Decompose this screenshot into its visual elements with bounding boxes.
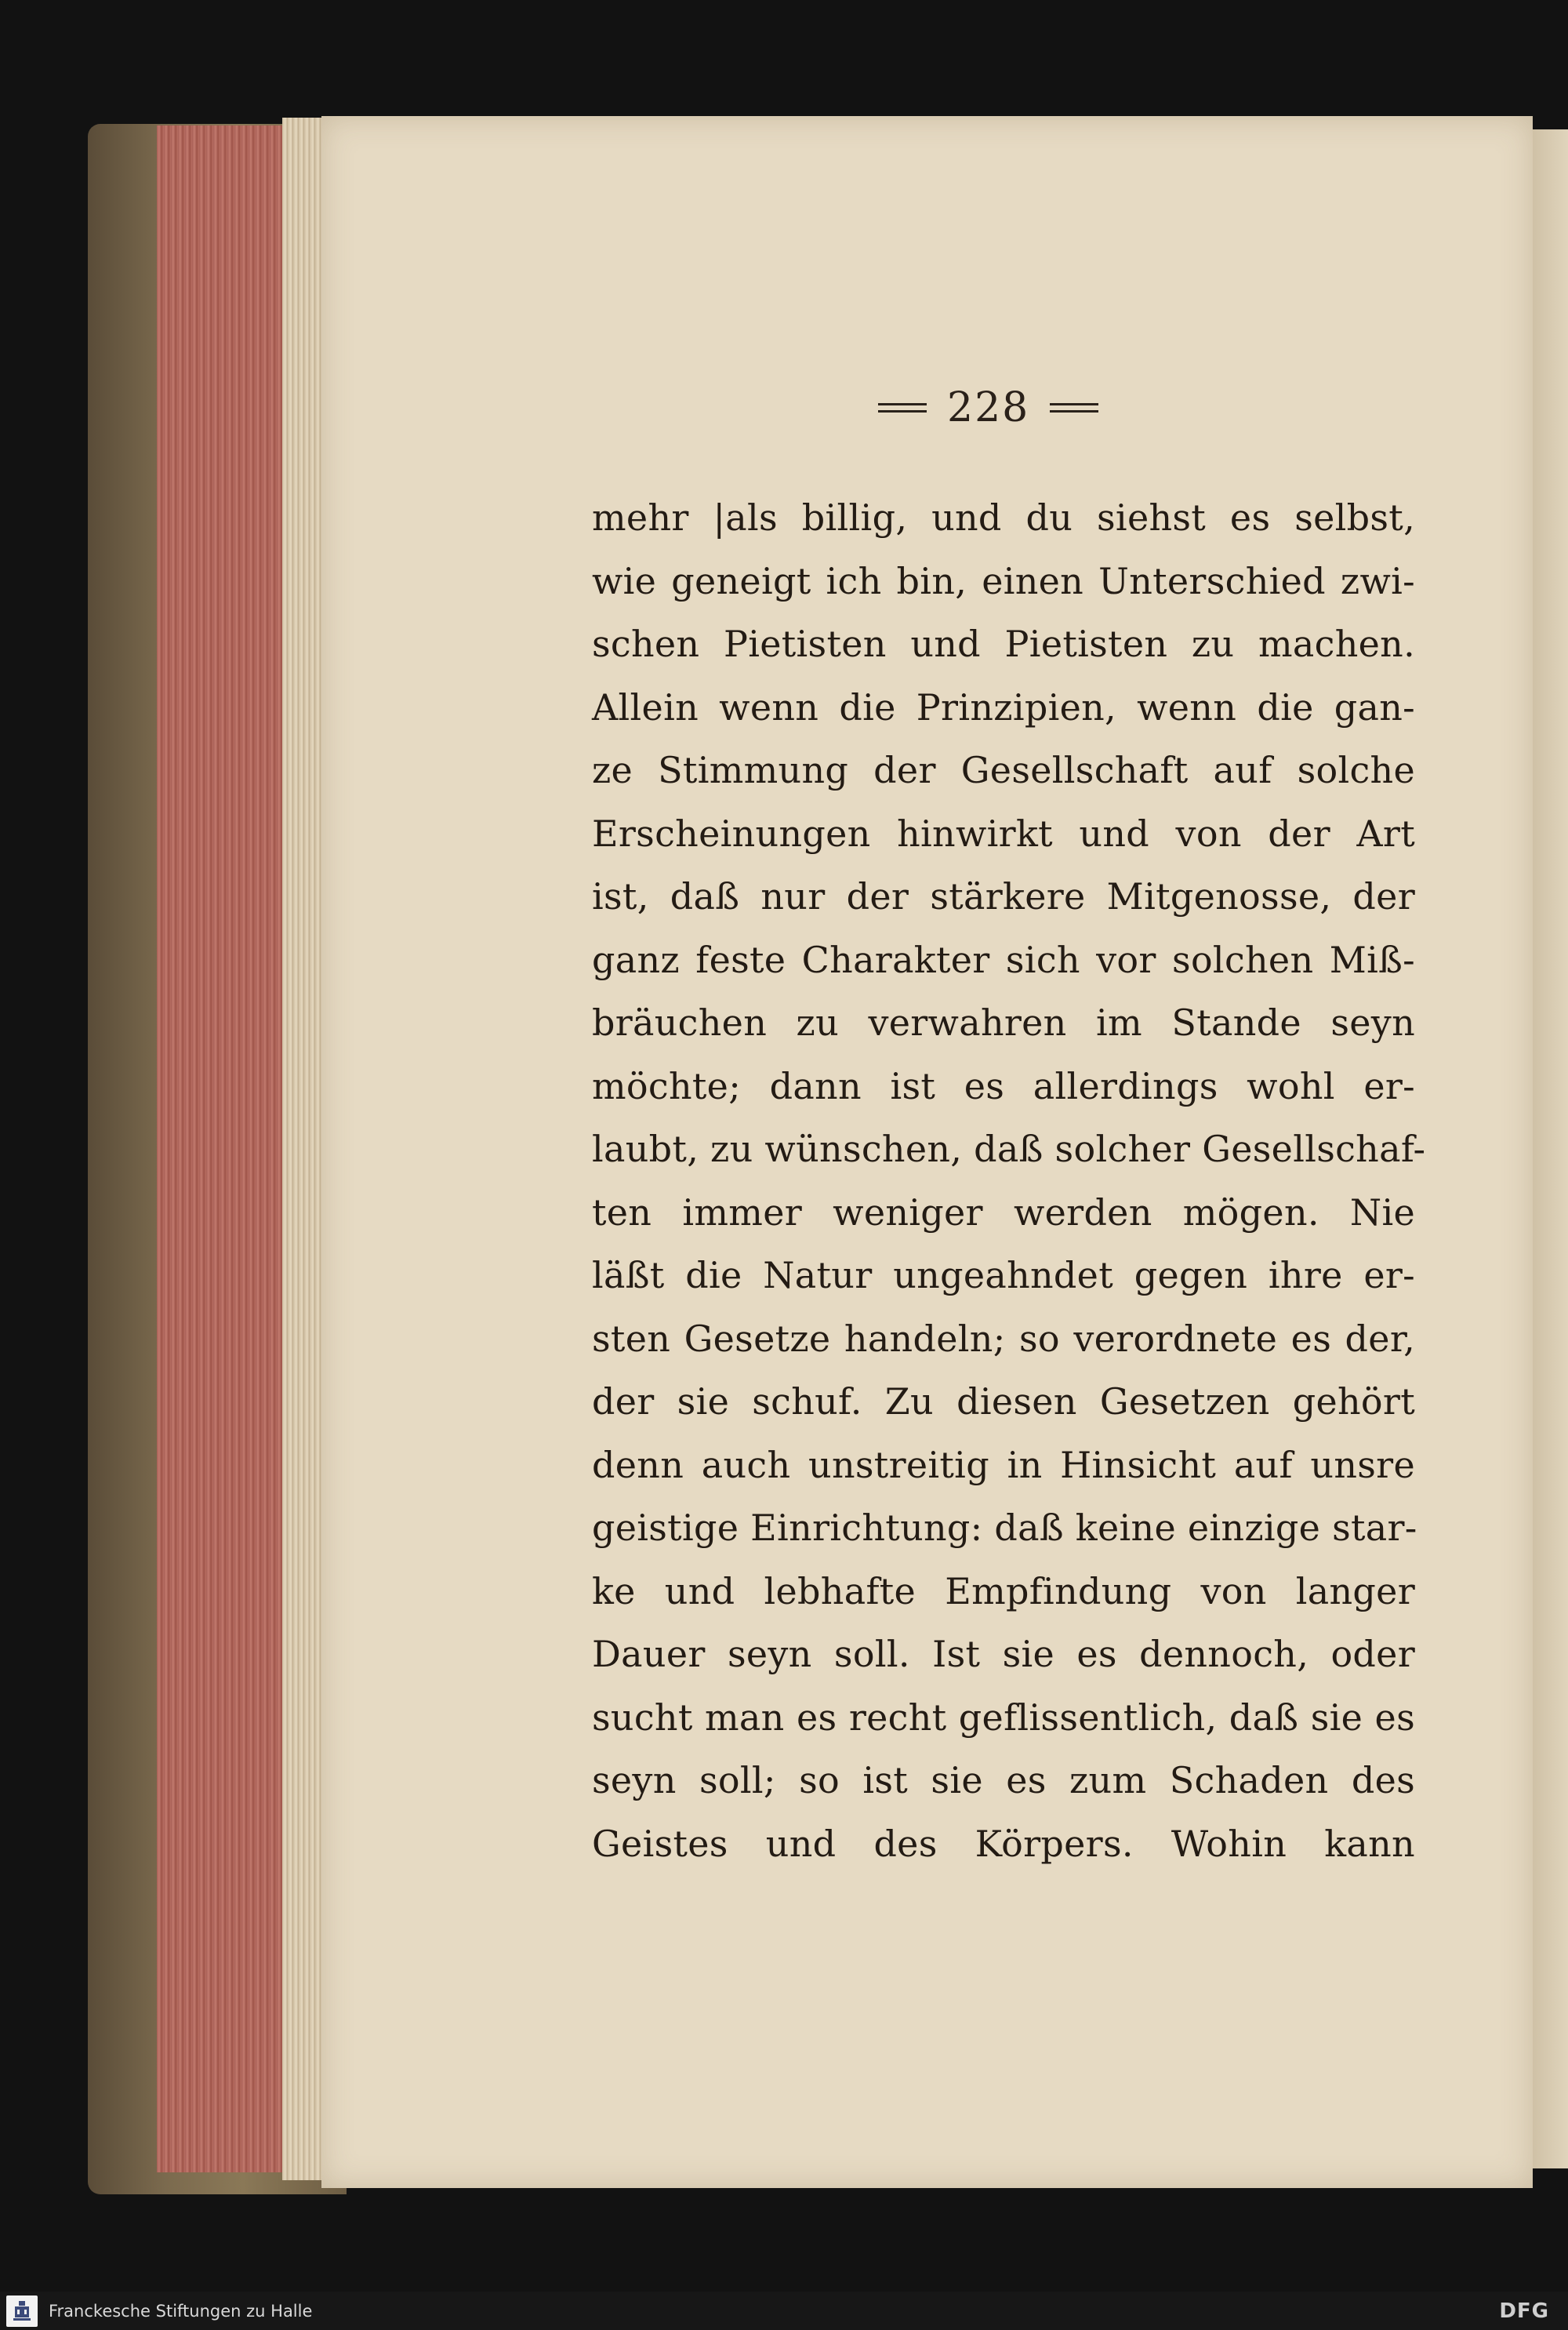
left-ornament-rule <box>878 403 927 413</box>
text-line: geistige Einrichtung: daß keine einzige star- <box>592 1507 1417 1549</box>
text-line: läßt die Natur ungeahndet gegen ihre er- <box>592 1254 1415 1296</box>
text-line: mehr |als billig, und du siehst es selbst, <box>592 496 1415 539</box>
text-line: ganz feste Charakter sich vor solchen Miß- <box>592 938 1415 981</box>
page-edges <box>157 125 298 2172</box>
facing-page-edge <box>1533 129 1568 2168</box>
page-number: 228 <box>947 384 1030 431</box>
viewer-footer <box>0 2292 1568 2330</box>
institution-name: Franckesche Stiftungen zu Halle <box>49 2301 313 2321</box>
text-line: Erscheinungen hinwirkt und von der Art <box>592 812 1415 855</box>
running-head <box>878 384 1098 431</box>
page-text <box>592 486 1426 1875</box>
text-line: Geistes und des Körpers. Wohin kann <box>592 1822 1415 1865</box>
dfg-mark: DFG <box>1499 2299 1549 2323</box>
text-line: wie geneigt ich bin, einen Unterschied zwi- <box>592 559 1415 602</box>
text-line: der sie schuf. Zu diesen Gesetzen gehört <box>592 1380 1415 1423</box>
francke-foundations-logo-icon <box>6 2295 38 2327</box>
text-line: laubt, zu wünschen, daß solcher Gesellschaf- <box>592 1128 1426 1170</box>
text-line: sucht man es recht geflissentlich, daß sie es <box>592 1696 1415 1739</box>
text-line: Dauer seyn soll. Ist sie es dennoch, oder <box>592 1633 1415 1675</box>
text-line: Allein wenn die Prinzipien, wenn die gan- <box>592 685 1415 729</box>
text-line: ist, daß nur der stärkere Mitgenosse, der <box>592 875 1415 918</box>
right-ornament-rule <box>1050 403 1098 413</box>
text-line: ten immer weniger werden mögen. Nie <box>592 1190 1415 1234</box>
text-line: schen Pietisten und Pietisten zu machen. <box>592 623 1415 665</box>
text-line: ze Stimmung der Gesellschaft auf solche <box>592 749 1415 791</box>
text-line: denn auch unstreitig in Hinsicht auf unsre <box>592 1443 1415 1486</box>
text-line: möchte; dann ist es allerdings wohl er- <box>592 1064 1415 1107</box>
text-line: ke und lebhafte Empfindung von langer <box>592 1569 1415 1612</box>
text-line: bräuchen zu verwahren im Stande seyn <box>592 1001 1415 1044</box>
text-line: seyn soll; so ist sie es zum Schaden des <box>592 1759 1415 1801</box>
footer-credit <box>6 2295 312 2327</box>
text-line: sten Gesetze handeln; so verordnete es der, <box>592 1317 1415 1360</box>
